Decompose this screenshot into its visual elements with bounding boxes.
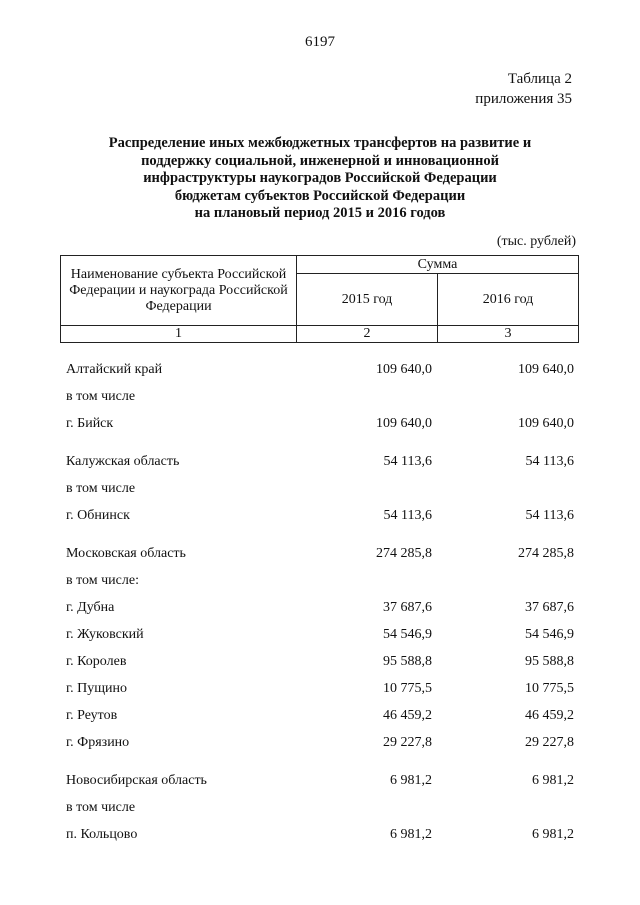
row-name: г. Реутов <box>66 708 118 723</box>
column-number: 2 <box>297 326 438 343</box>
row-name: г. Пущино <box>66 681 128 696</box>
table-row <box>60 410 578 437</box>
row-name: Новосибирская область <box>66 773 207 788</box>
row-value-2016: 54 546,9 <box>525 627 574 642</box>
row-value-2015: 6 981,2 <box>390 827 432 842</box>
table-header <box>60 255 579 343</box>
page-number: 6197 <box>305 34 335 50</box>
row-value-2015: 109 640,0 <box>376 416 432 431</box>
title-line: бюджетам субъектов Российской Федерации <box>174 187 466 204</box>
table-row <box>60 702 578 729</box>
row-name: Московская область <box>66 546 186 561</box>
title-line: инфраструктуры наукоградов Российской Федерации <box>143 170 497 186</box>
row-value-2016: 10 775,5 <box>525 681 574 696</box>
table-row <box>60 502 578 529</box>
row-name: г. Дубна <box>66 600 115 615</box>
row-value-2016: 46 459,2 <box>525 708 574 723</box>
row-name: в том числе <box>66 800 136 815</box>
row-name: Алтайский край <box>66 362 163 377</box>
table-row <box>60 448 578 475</box>
document-title <box>60 135 580 223</box>
row-name: г. Жуковский <box>66 627 144 642</box>
row-value-2016: 6 981,2 <box>532 827 574 842</box>
row-value-2015: 29 227,8 <box>383 735 432 750</box>
title-line: поддержку социальной, инженерной и инновационной <box>141 152 499 169</box>
row-value-2016: 6 981,2 <box>532 773 574 788</box>
table-row <box>60 794 578 821</box>
row-value-2016: 95 588,8 <box>525 654 574 669</box>
row-value-2015: 109 640,0 <box>376 362 432 377</box>
title-line: на плановый период 2015 и 2016 годов <box>194 205 446 221</box>
table-row <box>60 767 578 794</box>
row-name: г. Фрязино <box>66 735 130 750</box>
row-name: в том числе <box>66 389 136 404</box>
row-value-2016: 109 640,0 <box>518 362 574 377</box>
table-row <box>60 648 578 675</box>
row-value-2015: 274 285,8 <box>376 546 432 561</box>
column-header-sum: Сумма <box>297 256 579 274</box>
table-row <box>60 475 578 502</box>
row-value-2015: 37 687,6 <box>383 600 432 615</box>
table-row <box>60 356 578 383</box>
title-line: Распределение иных межбюджетных трансфертов на развитие и <box>108 135 532 151</box>
table-body <box>60 356 578 848</box>
table-row <box>60 621 578 648</box>
table-row <box>60 383 578 410</box>
table-reference-line: Таблица 2 <box>507 71 572 87</box>
row-value-2015: 46 459,2 <box>383 708 432 723</box>
row-value-2016: 54 113,6 <box>525 454 574 469</box>
table-reference <box>475 69 572 109</box>
row-name: г. Обнинск <box>66 508 130 523</box>
row-name: в том числе <box>66 481 136 496</box>
row-value-2015: 6 981,2 <box>390 773 432 788</box>
column-header-2015: 2015 год <box>297 274 438 326</box>
row-name: в том числе: <box>66 573 139 588</box>
row-name: г. Бийск <box>66 416 114 431</box>
column-number: 3 <box>438 326 579 343</box>
row-name: Калужская область <box>66 454 180 469</box>
column-number: 1 <box>61 326 297 343</box>
table-row <box>60 540 578 567</box>
table-row <box>60 675 578 702</box>
row-value-2016: 37 687,6 <box>525 600 574 615</box>
row-value-2016: 274 285,8 <box>518 546 574 561</box>
table-row <box>60 821 578 848</box>
row-value-2016: 54 113,6 <box>525 508 574 523</box>
column-header-2016: 2016 год <box>438 274 579 326</box>
units-label: (тыс. рублей) <box>496 234 576 249</box>
row-value-2016: 109 640,0 <box>518 416 574 431</box>
row-name: г. Королев <box>66 654 127 669</box>
column-header-name: Наименование субъекта Российской Федерации и наукограда Российской Федерации <box>61 256 297 326</box>
row-value-2016: 29 227,8 <box>525 735 574 750</box>
row-value-2015: 10 775,5 <box>383 681 432 696</box>
row-value-2015: 95 588,8 <box>383 654 432 669</box>
table-row <box>60 729 578 756</box>
row-value-2015: 54 113,6 <box>383 508 432 523</box>
row-name: п. Кольцово <box>66 827 138 842</box>
row-value-2015: 54 546,9 <box>383 627 432 642</box>
table-reference-line: приложения 35 <box>475 91 572 107</box>
table-row <box>60 594 578 621</box>
table-row <box>60 567 578 594</box>
row-value-2015: 54 113,6 <box>383 454 432 469</box>
